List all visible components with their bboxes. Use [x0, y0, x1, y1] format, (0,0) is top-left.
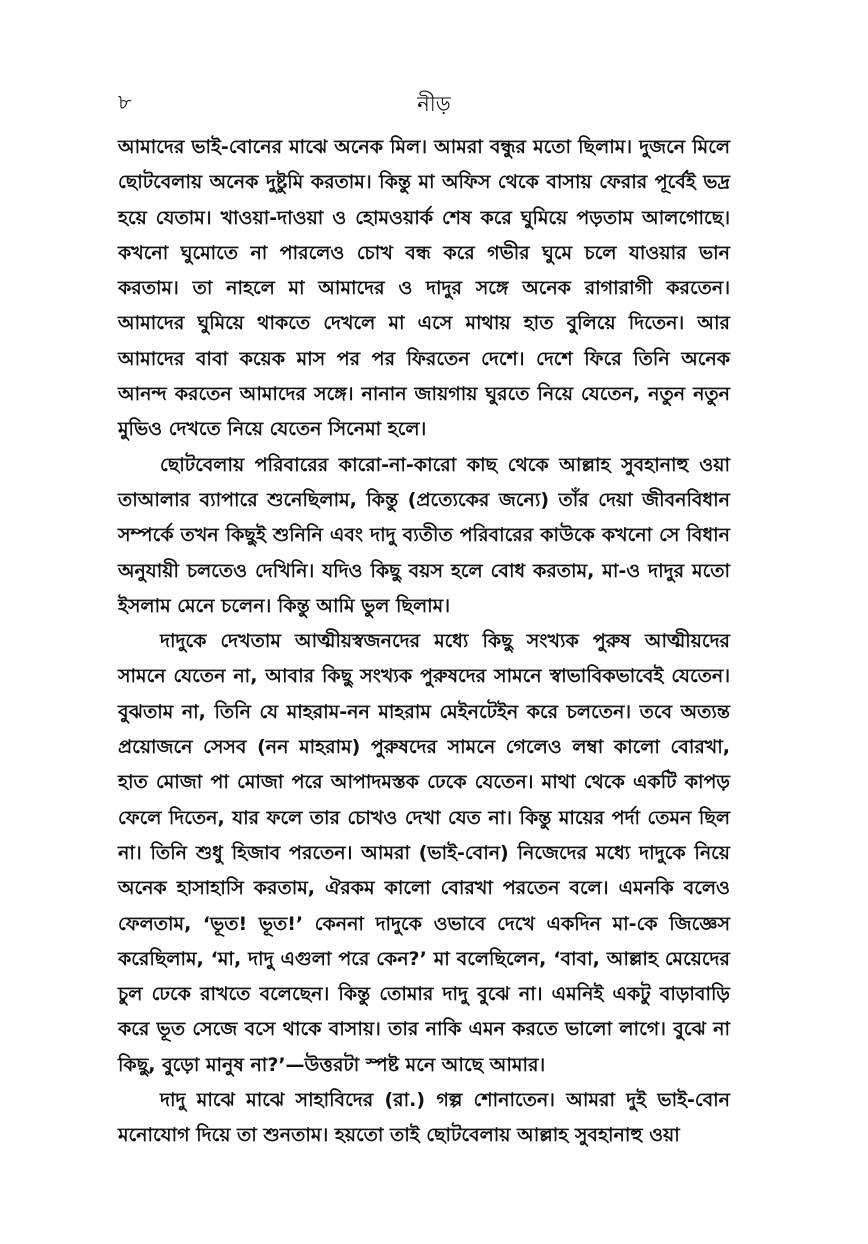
paragraph: ছোটবেলায় পরিবারের কারো-না-কারো কাছ থেকে আল্লাহ সুবহানাহু ওয়া তাআলার ব্যাপারে শুনেছিলাম, কিন্তু (প্রত্যেকের জন্যে) তাঁর দেয়া জীবনবিধান সম্পর্কে তখন কিছুই শুনিনি এবং দাদু ব্যতীত পরিবারের কাউকে কখনো সে বিধান অনুযায়ী চলতেও দেখিনি। যদিও কিছু বয়স হলে বোধ করতাম, মা-ও দাদুর মতো ইসলাম মেনে চলেন। কিন্তু আমি ভুল ছিলাম।: [118, 453, 730, 617]
running-title: নীড়: [417, 92, 451, 116]
page-number: ৮: [118, 90, 132, 114]
paragraph: দাদুকে দেখতাম আত্মীয়স্বজনদের মধ্যে কিছু সংখ্যক পুরুষ আত্মীয়দের সামনে যেতেন না, আবার কিছু সংখ্যক পুরুষদের সামনে স্বাভাবিকভাবেই যেতেন। বুঝতাম না, তিনি যে মাহরাম-নন মাহরাম মেইনটেইন করে চলতেন। তবে অত্যন্ত প্রয়োজনে সেসব (নন মাহরাম) পুরুষদের সামনে গেলেও লম্বা কালো বোরখা, হাত মোজা পা মোজা পরে আপাদমস্তক ঢেকে যেতেন। মাথা থেকে একটি কাপড় ফেলে দিতেন, যার ফলে তার চোখও দেখা যেত না। কিন্তু মায়ের পর্দা তেমন ছিল না। তিনি শুধু হিজাব পরতেন। আমরা (ভাই-বোন) নিজেদের মধ্যে দাদুকে নিয়ে অনেক হাসাহাসি করতাম, ঐরকম কালো বোরখা পরতেন বলে। এমনকি বলেও ফেলতাম, ‘ভূত! ভূত!’ কেননা দাদুকে ওভাবে দেখে একদিন মা-কে জিজ্ঞেস করেছিলাম, ‘মা, দাদু এগুলা পরে কেন?’ মা বলেছিলেন, ‘বাবা, আল্লাহ মেয়েদের চুল ঢেকে রাখতে বলেছেন। কিন্তু তোমার দাদু বুঝে না। এমনিই একটু বাড়াবাড়ি করে ভূত সেজে বসে থাকে বাসায়। তার নাকি এমন করতে ভালো লাগে। বুঝে না কিছু, বুড়ো মানুষ না?’—উত্তরটা স্পষ্ট মনে আছে আমার।: [118, 630, 730, 1076]
paragraph: দাদু মাঝে মাঝে সাহাবিদের (রা.) গল্প শোনাতেন। আমরা দুই ভাই-বোন মনোযোগ দিয়ে তা শুনতাম। হয়তো তাই ছোটবেলায় আল্লাহ সুবহানাহু ওয়া: [118, 1089, 730, 1147]
body-text: [118, 130, 730, 1154]
paragraph: আমাদের ভাই-বোনের মাঝে অনেক মিল। আমরা বন্ধুর মতো ছিলাম। দুজনে মিলে ছোটবেলায় অনেক দুষ্টুমি করতাম। কিন্তু মা অফিস থেকে বাসায় ফেরার পূর্বেই ভদ্র হয়ে যেতাম। খাওয়া-দাওয়া ও হোমওয়ার্ক শেষ করে ঘুমিয়ে পড়তাম আলগোছে। কখনো ঘুমোতে না পারলেও চোখ বন্ধ করে গভীর ঘুমে চলে যাওয়ার ভান করতাম। তা নাহলে মা আমাদের ও দাদুর সঙ্গে অনেক রাগারাগী করতেন। আমাদের ঘুমিয়ে থাকতে দেখলে মা এসে মাথায় হাত বুলিয়ে দিতেন। আর আমাদের বাবা কয়েক মাস পর পর ফিরতেন দেশে। দেশে ফিরে তিনি অনেক আনন্দ করতেন আমাদের সঙ্গে। নানান জায়গায় ঘুরতে নিয়ে যেতেন, নতুন নতুন মুভিও দেখতে নিয়ে যেতেন সিনেমা হলে।: [118, 136, 730, 441]
